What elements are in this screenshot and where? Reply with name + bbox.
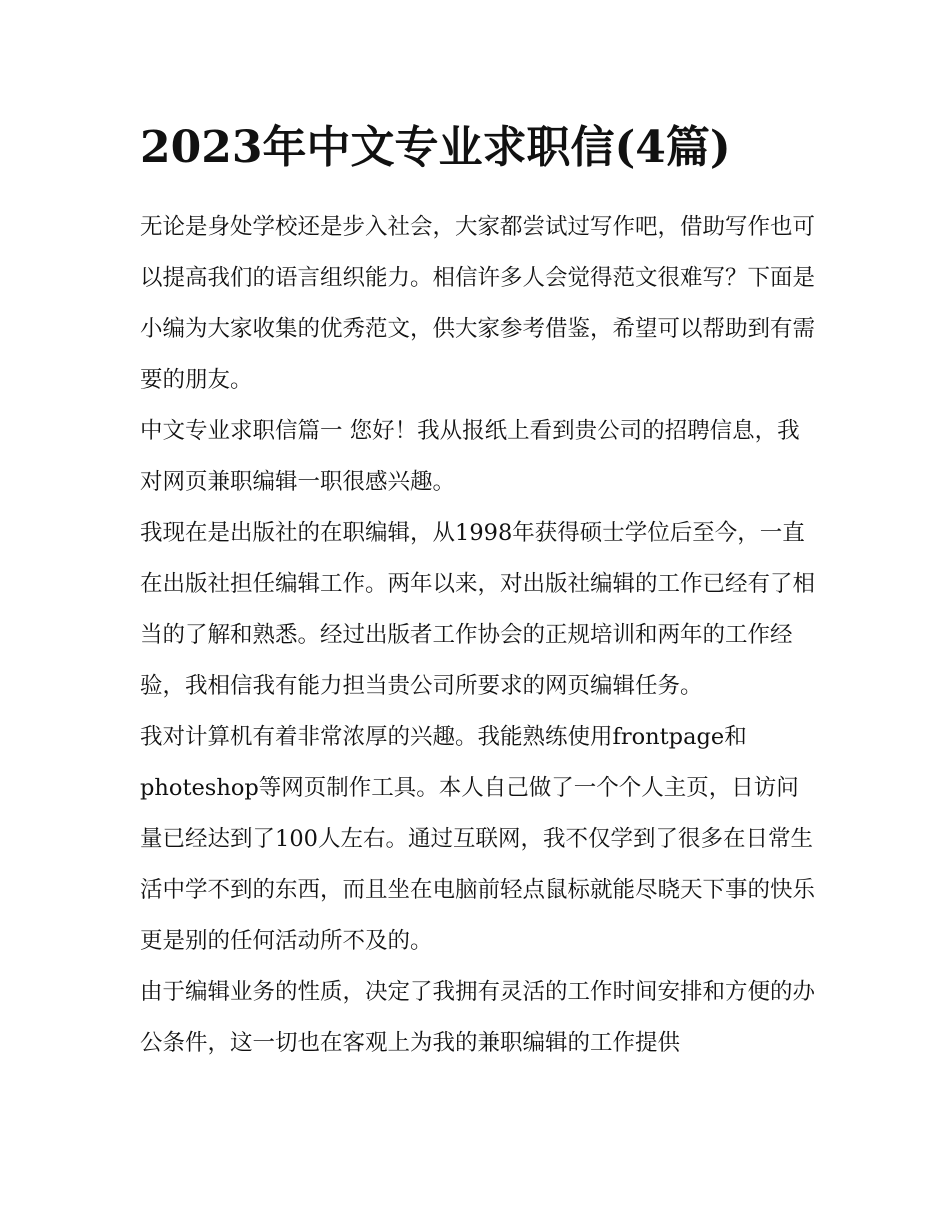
paragraph-greeting: 中文专业求职信篇一 您好！我从报纸上看到贵公司的招聘信息，我对网页兼职编辑一职很感兴趣。	[140, 418, 800, 495]
paragraph-experience: 我现在是出版社的在职编辑，从1998年获得硕士学位后至今，一直在出版社担任编辑工作。两年以来，对出版社编辑的工作已经有了相当的了解和熟悉。经过出版者工作协会的正规培训和两年的工作经验，我相信我有能力担当贵公司所要求的网页编辑任务。	[140, 520, 816, 699]
paragraph-skills: 我对计算机有着非常浓厚的兴趣。我能熟练使用frontpage和photeshop等网页制作工具。本人自己做了一个个人主页，日访问量已经达到了100人左右。通过互联网，我不仅学到了很多在日常生活中学不到的东西，而且坐在电脑前轻点鼠标就能尽晓天下事的快乐更是别的任何活动所不及的。	[140, 724, 816, 954]
document-page	[140, 118, 816, 1069]
paragraph-conditions: 由于编辑业务的性质，决定了我拥有灵活的工作时间安排和方便的办公条件，这一切也在客观上为我的兼职编辑的工作提供	[140, 979, 816, 1056]
paragraph-intro: 无论是身处学校还是步入社会，大家都尝试过写作吧，借助写作也可以提高我们的语言组织能力。相信许多人会觉得范文很难写？下面是小编为大家收集的优秀范文，供大家参考借鉴，希望可以帮助到有需要的朋友。	[140, 214, 816, 393]
document-title: 2023年中文专业求职信(4篇)	[140, 122, 731, 173]
